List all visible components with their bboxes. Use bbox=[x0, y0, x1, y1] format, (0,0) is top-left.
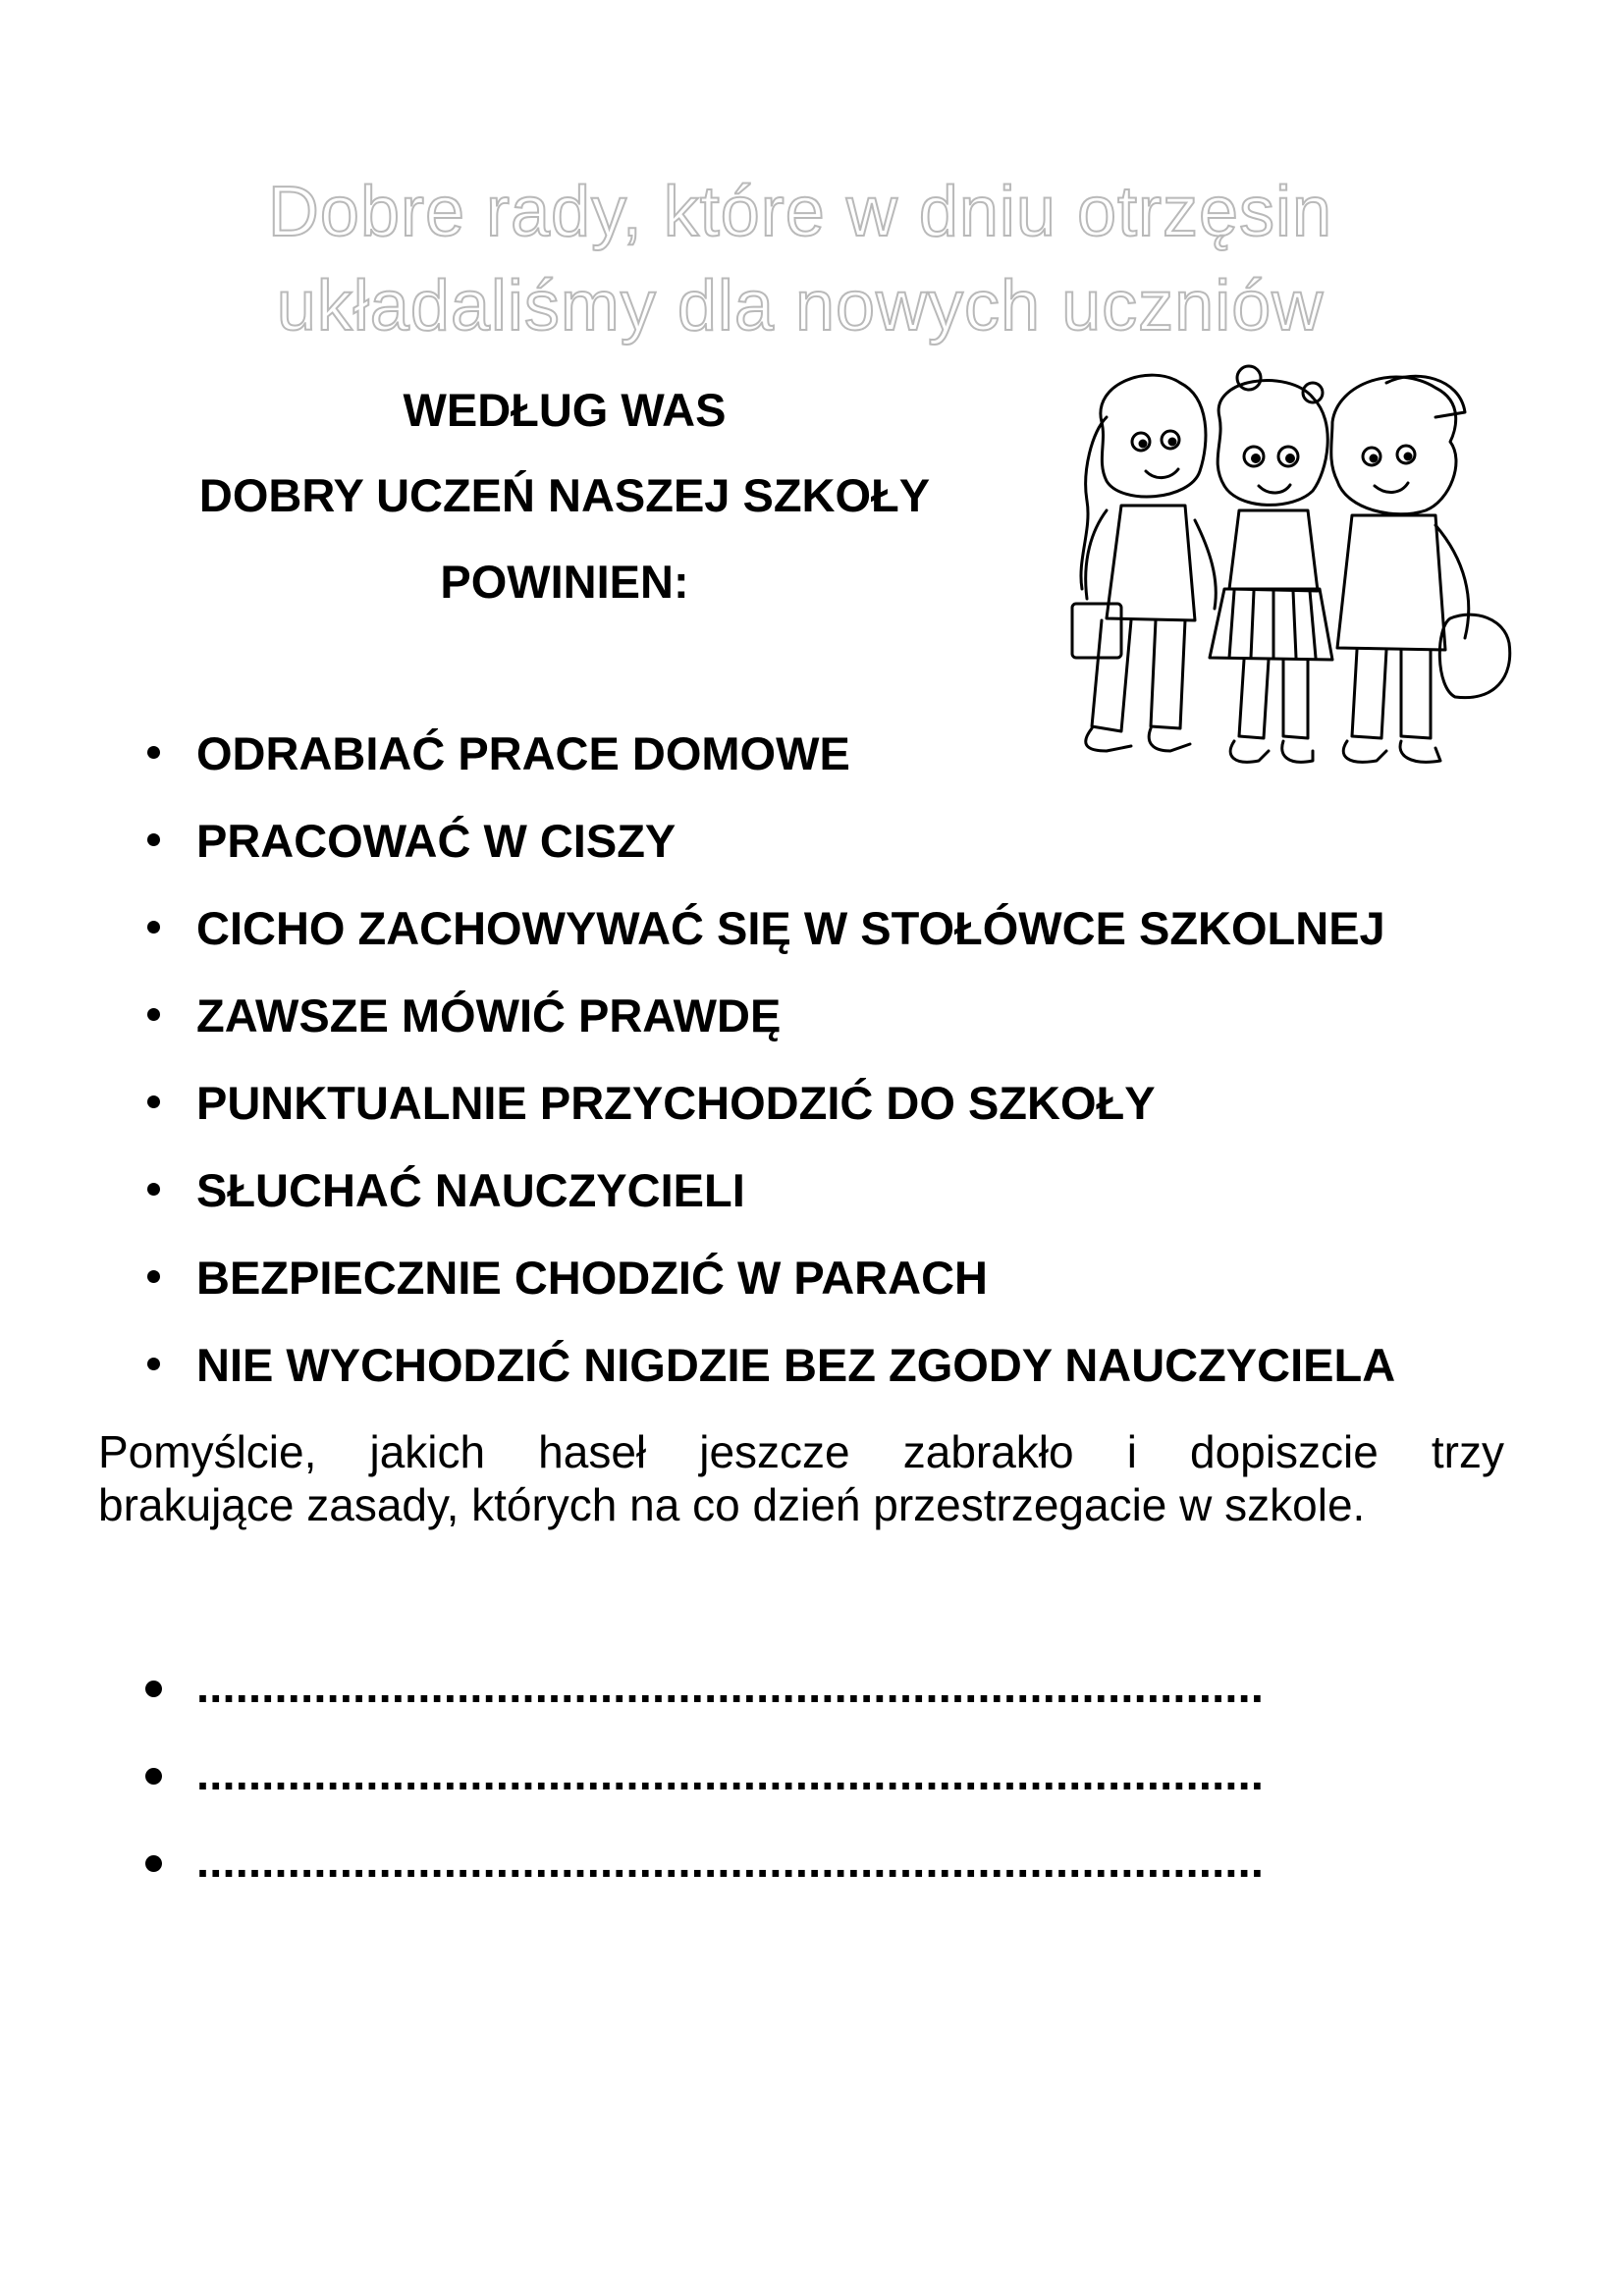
heading-line-1: WEDŁUG WAS bbox=[403, 384, 727, 436]
bullet-icon bbox=[147, 921, 160, 934]
list-item bbox=[0, 726, 1624, 785]
rule-text: SŁUCHAĆ NAUCZYCIELI bbox=[196, 1164, 745, 1216]
bullet-icon bbox=[147, 1358, 160, 1370]
page-title bbox=[147, 165, 1453, 353]
blank-answer-line[interactable] bbox=[0, 1746, 1624, 1805]
heading-line-2: DOBRY UCZEŃ NASZEJ SZKOŁY bbox=[198, 469, 931, 521]
title-line-1: Dobre rady, które w dniu otrzęsin bbox=[267, 173, 1333, 251]
dotted-line: .................................................................................. bbox=[196, 1660, 1265, 1712]
dotted-line: .................................................................................. bbox=[196, 1747, 1265, 1799]
bullet-icon bbox=[145, 1855, 162, 1872]
list-item bbox=[0, 1076, 1624, 1135]
rule-text: BEZPIECZNIE CHODZIĆ W PARACH bbox=[196, 1252, 988, 1304]
list-item bbox=[0, 814, 1624, 873]
list-item bbox=[0, 988, 1624, 1047]
list-item bbox=[0, 1251, 1624, 1309]
girl-left-figure bbox=[1072, 375, 1216, 751]
rule-text: CICHO ZACHOWYWAĆ SIĘ W STOŁÓWCE SZKOLNEJ bbox=[196, 902, 1385, 954]
blank-answer-line[interactable] bbox=[0, 1834, 1624, 1893]
rule-text: ZAWSZE MÓWIĆ PRAWDĘ bbox=[196, 989, 782, 1041]
rule-text: NIE WYCHODZIĆ NIGDZIE BEZ ZGODY NAUCZYCIELA bbox=[196, 1339, 1396, 1391]
bullet-icon bbox=[147, 1270, 160, 1283]
list-item bbox=[0, 1338, 1624, 1397]
rule-text: PRACOWAĆ W CISZY bbox=[196, 815, 677, 867]
bullet-icon bbox=[147, 1095, 160, 1108]
heading-line-3: POWINIEN: bbox=[440, 556, 689, 608]
list-item bbox=[0, 901, 1624, 960]
bullet-icon bbox=[147, 1183, 160, 1196]
title-line-2: układaliśmy dla nowych uczniów bbox=[276, 267, 1325, 346]
bullet-icon bbox=[147, 1008, 160, 1021]
rule-text: PUNKTUALNIE PRZYCHODZIĆ DO SZKOŁY bbox=[196, 1077, 1156, 1129]
blank-answer-line[interactable] bbox=[0, 1659, 1624, 1718]
bullet-icon bbox=[145, 1768, 162, 1785]
instruction-line-1: Pomyślcie, jakich haseł jeszcze zabrakło i dopiszcie trzy bbox=[98, 1426, 1504, 1477]
rule-text: ODRABIAĆ PRACE DOMOWE bbox=[196, 727, 850, 779]
dotted-line: .................................................................................. bbox=[196, 1835, 1265, 1887]
bullet-icon bbox=[145, 1681, 162, 1697]
instruction-paragraph bbox=[98, 1425, 1504, 1531]
bullet-icon bbox=[147, 833, 160, 846]
list-item bbox=[0, 1163, 1624, 1222]
girl-middle-figure bbox=[1210, 366, 1332, 762]
bullet-icon bbox=[147, 746, 160, 759]
instruction-line-2: brakujące zasady, których na co dzień przestrzegacie w szkole. bbox=[98, 1479, 1366, 1530]
boy-right-figure bbox=[1331, 376, 1510, 762]
